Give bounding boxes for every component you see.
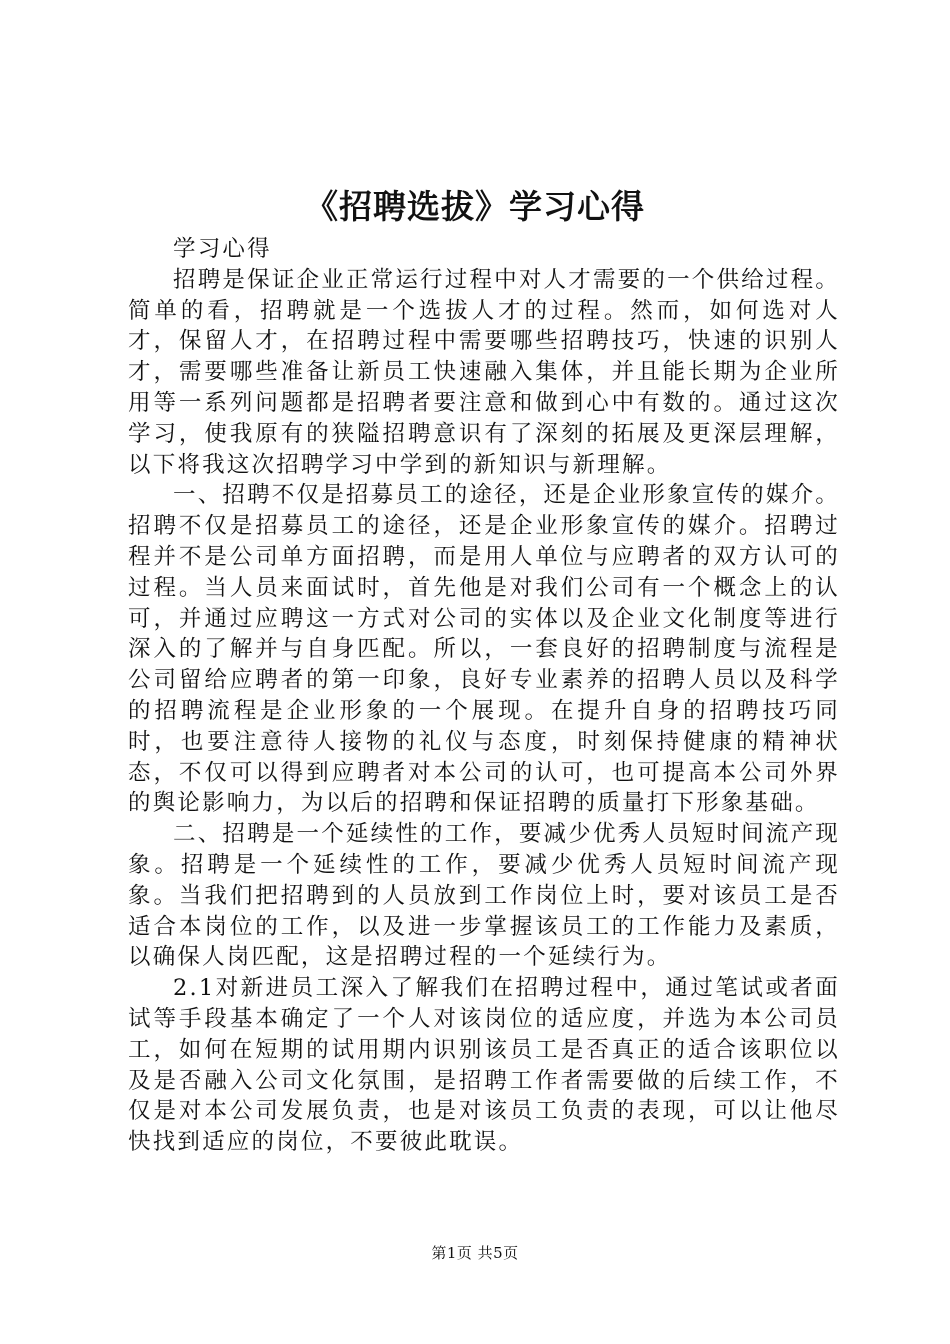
paragraph-intro: 招聘是保证企业正常运行过程中对人才需要的一个供给过程。简单的看，招聘就是一个选拔人才的过程。然而，如何选对人才，保留人才，在招聘过程中需要哪些招聘技巧，快速的识别人才，需要哪些准备让新员工快速融入集体，并且能长期为企业所用等一系列问题都是招聘者要注意和做到心中有数的。通过这次学习，使我原有的狭隘招聘意识有了深刻的拓展及更深层理解，以下将我这次招聘学习中学到的新知识与新理解。 bbox=[128, 266, 840, 478]
paragraph-heading: 学习心得 bbox=[173, 236, 272, 262]
paragraph-section-2-1: 2.1对新进员工深入了解我们在招聘过程中，通过笔试或者面试等手段基本确定了一个人对该岗位的适应度，并选为本公司员工，如何在短期的试用期内识别该员工是否真正的适合该职位以及是否融入公司文化氛围，是招聘工作者需要做的后续工作，不仅是对本公司发展负责，也是对该员工负责的表现，可以让他尽快找到适应的岗位，不要彼此耽误。 bbox=[128, 975, 840, 1156]
document-body bbox=[128, 234, 840, 1158]
paragraph-section-2: 二、招聘是一个延续性的工作，要减少优秀人员短时间流产现象。招聘是一个延续性的工作，要减少优秀人员短时间流产现象。当我们把招聘到的人员放到工作岗位上时，要对该员工是否适合本岗位的工作，以及进一步掌握该员工的工作能力及素质，以确保人岗匹配，这是招聘过程的一个延续行为。 bbox=[128, 821, 840, 971]
document-title: 《招聘选拔》学习心得 bbox=[305, 187, 645, 226]
paragraph-section-1: 一、招聘不仅是招募员工的途径，还是企业形象宣传的媒介。招聘不仅是招募员工的途径，还是企业形象宣传的媒介。招聘过程并不是公司单方面招聘，而是用人单位与应聘者的双方认可的过程。当人员来面试时，首先他是对我们公司有一个概念上的认可，并通过应聘这一方式对公司的实体以及企业文化制度等进行深入的了解并与自身匹配。所以，一套良好的招聘制度与流程是公司留给应聘者的第一印象，良好专业素养的招聘人员以及科学的招聘流程是企业形象的一个展现。在提升自身的招聘技巧同时，也要注意待人接物的礼仪与态度，时刻保持健康的精神状态，不仅可以得到应聘者对本公司的认可，也可提高本公司外界的舆论影响力，为以后的招聘和保证招聘的质量打下形象基础。 bbox=[128, 482, 840, 817]
page-number-footer: 第1页 共5页 bbox=[431, 1244, 519, 1262]
